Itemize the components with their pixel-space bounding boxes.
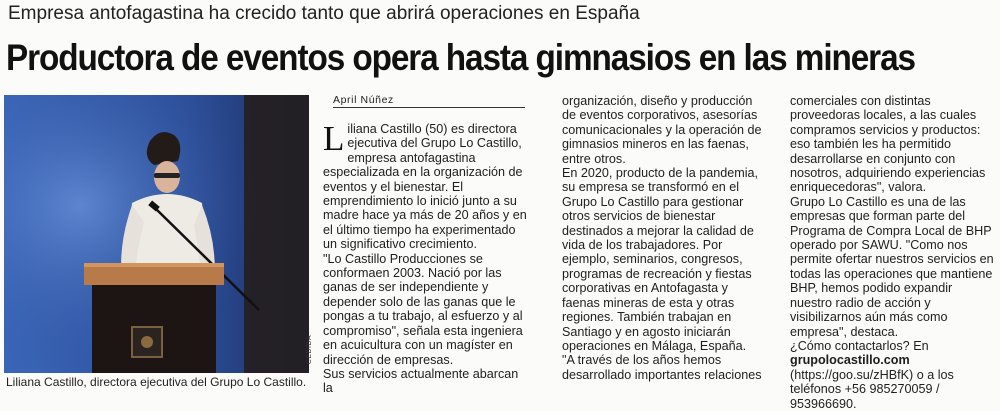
- article-column-2: [562, 94, 767, 382]
- contact-paragraph: ¿Cómo contactarlos? En grupolocastillo.com (https://goo.su/zHBfK) o a los teléfonos +56 985270059 / 953966690.: [790, 338, 954, 411]
- paragraph: "A través de los años hemos desarrollado importantes relaciones: [562, 353, 762, 382]
- article-column-3: [790, 94, 995, 411]
- website-link[interactable]: grupolocastillo.com: [790, 353, 910, 368]
- paragraph: organización, diseño y producción de eventos corporativos, asesorías comunicacionales y la operación de gimnasios mineros en las faenas, entre otros.: [562, 94, 762, 166]
- paragraph: "Lo Castillo Producciones se conformaen 2003. Nació por las ganas de ser independiente y depender solo de las ganas que le pongas a tu trabajo, al esfuerzo y al compromiso", señala esta ingeniera en acuicultura con un magíster en dirección de empresas.: [323, 251, 523, 367]
- paragraph: Grupo Lo Castillo es una de las empresas que forman parte del Programa de Compra Local de BHP operado por SAWU. "Como nos permite ofertar nuestros servicios en todas las operaciones que mantiene BHP, hemos podido expandir nuestro radio de acción y visibilizarnos aún más como empresa", destaca.: [790, 194, 994, 339]
- paragraph: comerciales con distintas proveedoras locales, a las cuales compramos servicios y productos: eso también les ha permitido desarrollarse en conjunto con nosotros, adquiriendo experiencias enriquecedoras", valora.: [790, 94, 986, 195]
- paragraph: Sus servicios actualmente abarcan la: [323, 366, 519, 396]
- drop-cap: L: [323, 119, 345, 158]
- headline: Productora de eventos opera hasta gimnasios en las mineras: [6, 37, 915, 78]
- photo-credit: CEDIDA: [306, 334, 314, 365]
- byline: April Núñez: [333, 93, 525, 108]
- kicker: Empresa antofagastina ha crecido tanto que abrirá operaciones en España: [8, 3, 640, 24]
- article-photo: [4, 95, 309, 373]
- photo-caption: Liliana Castillo, directora ejecutiva del Grupo Lo Castillo.: [6, 375, 307, 389]
- paragraph: En 2020, producto de la pandemia, su empresa se transformó en el Grupo Lo Castillo para gestionar otros servicios de bienestar destinados a mejorar la calidad de vida de los trabajadores. Por ejemplo, seminarios, congresos, programas de recreación y fiestas corporativas en Antofagasta y faenas mineras de esta y otras regiones. También trabajan en Santiago y en agosto iniciarán operaciones en Málaga, España.: [562, 166, 759, 353]
- article-column-1: [323, 119, 528, 396]
- paragraph: Liliana Castillo (50) es directora ejecutiva del Grupo Lo Castillo, empresa antofagastina especializada en la organización de eventos y el bienestar. El emprendimiento lo inició junto a su madre hace ya más de 20 años y en el último tiempo ha experimentado un significativo crecimiento.: [323, 119, 527, 252]
